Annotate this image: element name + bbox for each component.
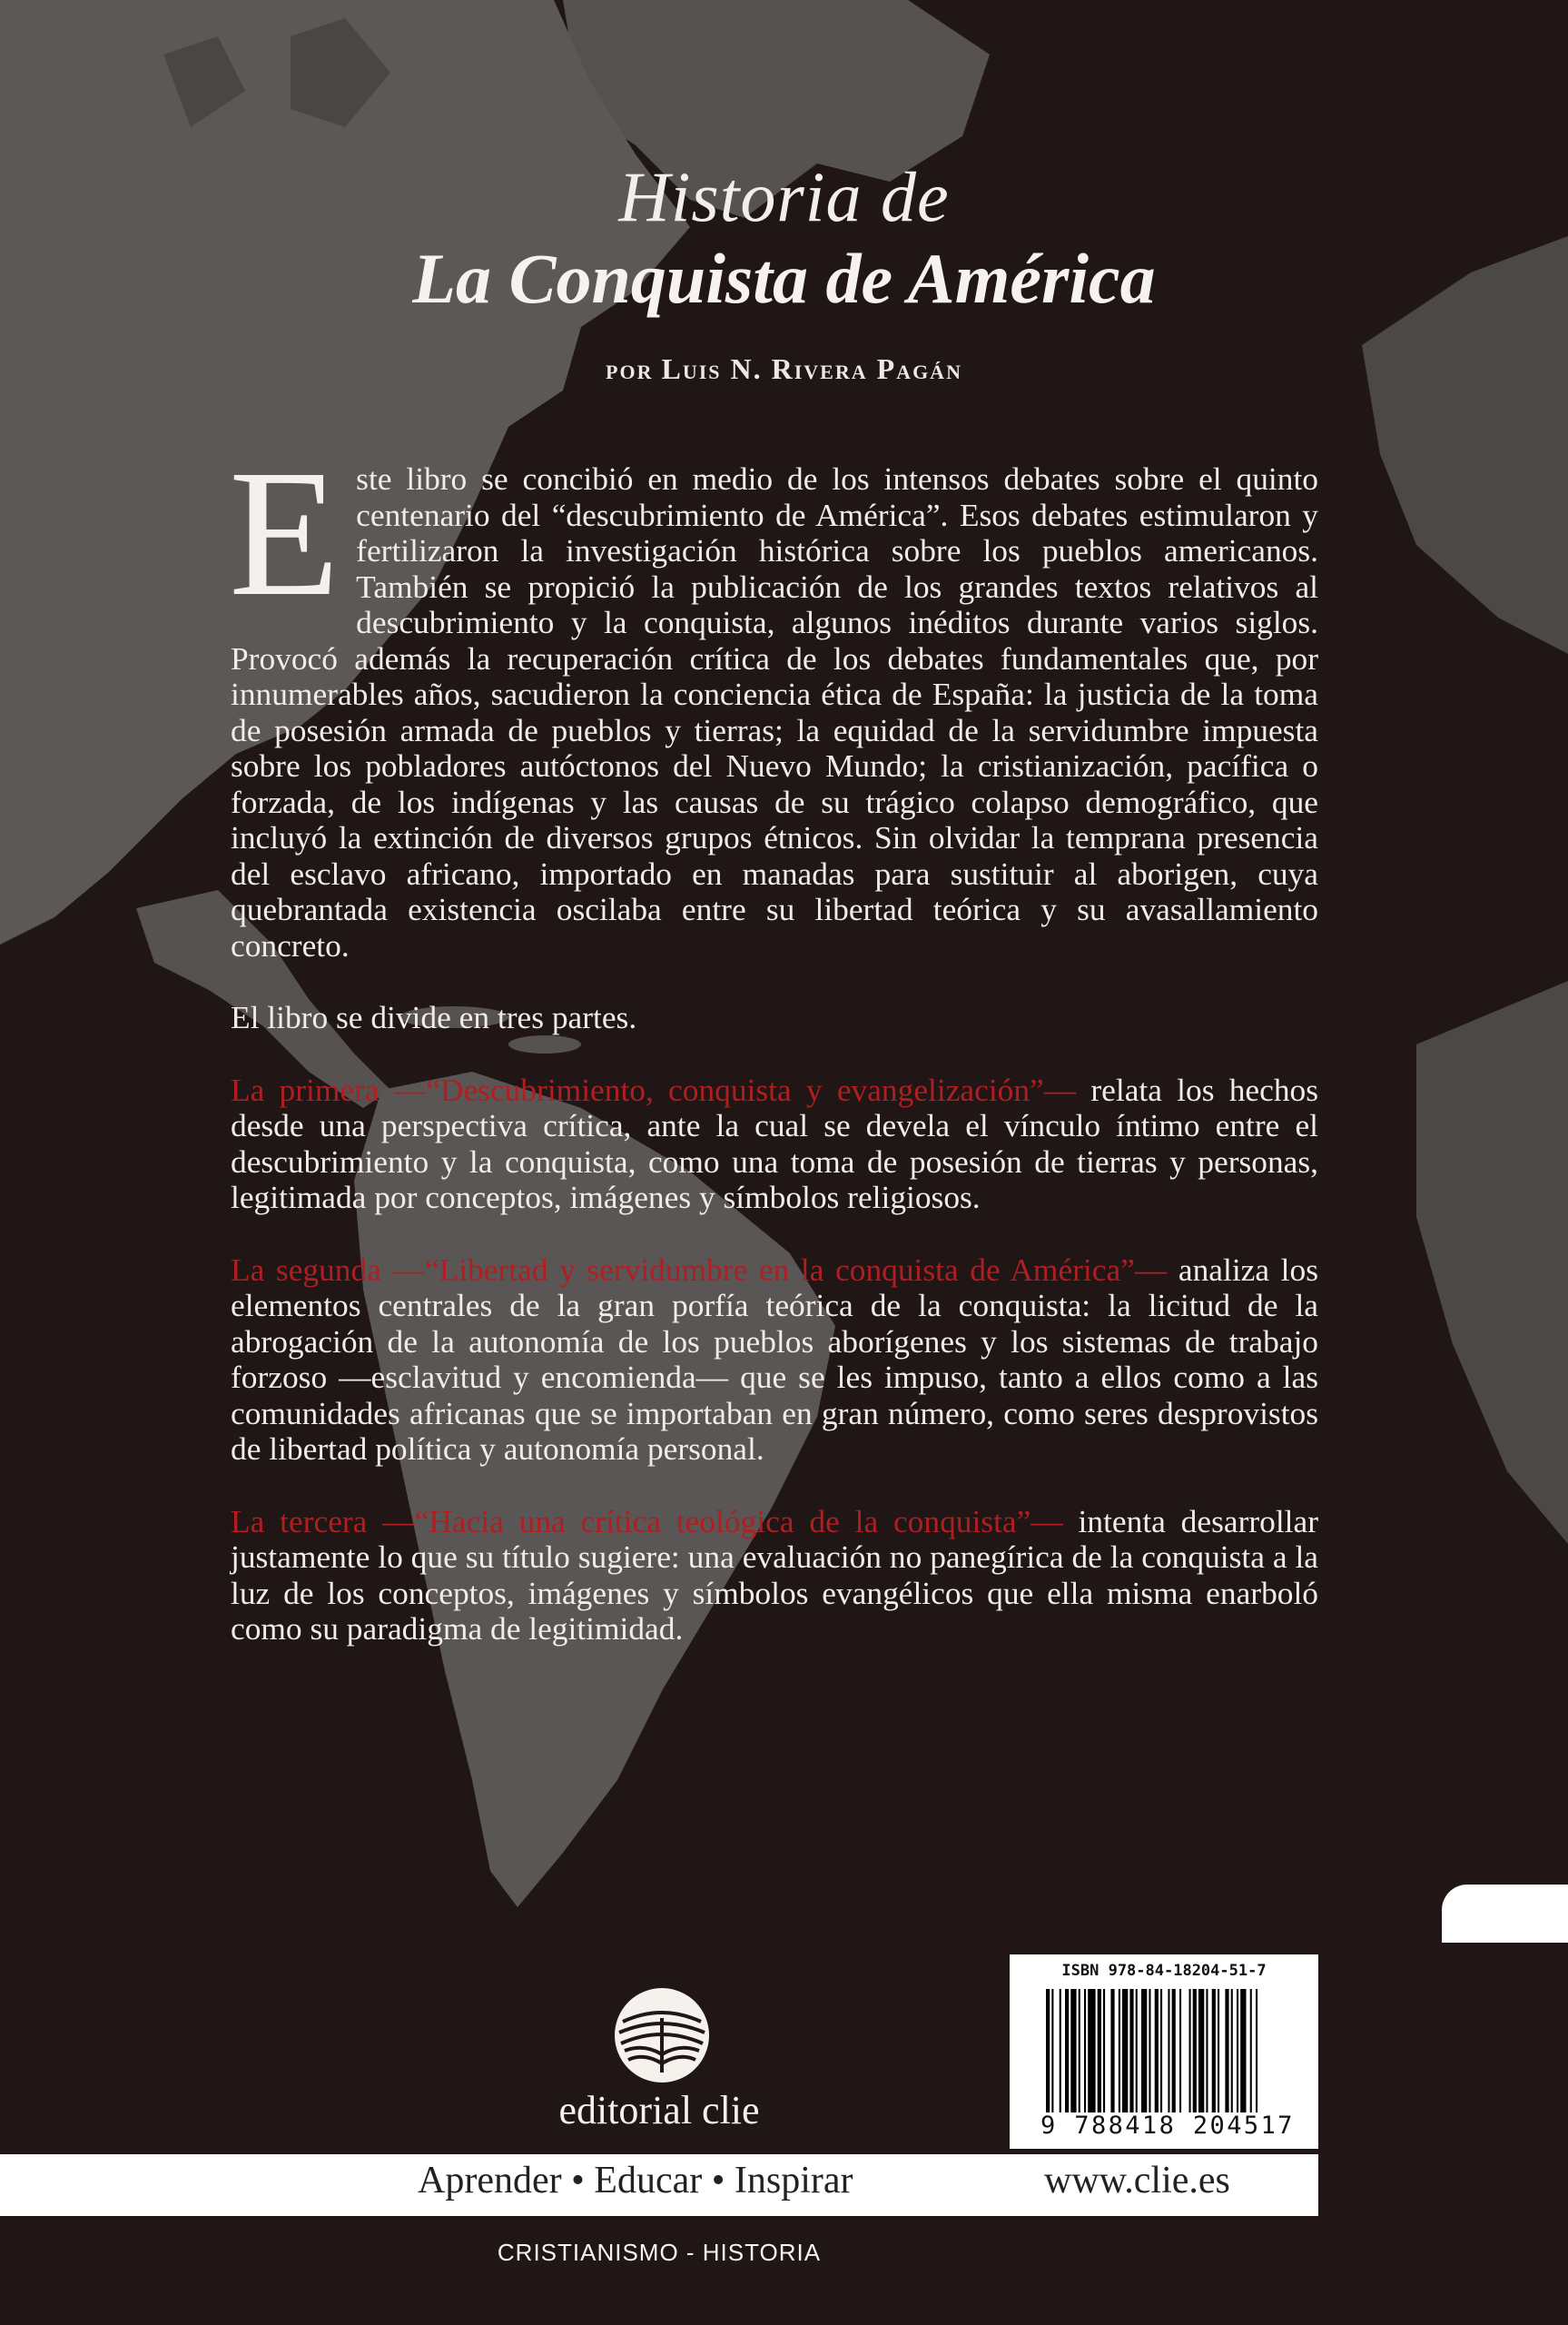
part3-heading: La tercera —“Hacia una crítica teológica de la conquista”—	[231, 1502, 1063, 1539]
part3-text: intenta desarrollar justamente lo que su título sugiere: una evaluación no panegírica de la conquista a la luz de los conceptos, imágenes y símbolos evangélicos que ella misma enarboló como su paradigma de legitimidad.	[231, 1502, 1318, 1647]
book-title-line2: La Conquista de América	[412, 239, 1156, 318]
part2-paragraph	[231, 1252, 1318, 1468]
open-book-globe-icon	[612, 1985, 712, 2085]
publisher-name: editorial clie	[558, 2088, 760, 2132]
part2-heading: La segunda —“Libertad y servidumbre en la conquista de América”—	[231, 1251, 1168, 1288]
part1-text: relata los hechos desde una perspectiva crítica, ante la cual se devela el vínculo íntimo entre el descubrimiento y la conquista, como una toma de posesión de tierras y personas, legitimada por conceptos, imágenes y símbolos religiosos.	[231, 1071, 1318, 1215]
author-name: Luis N. Rivera Pagán	[661, 352, 962, 385]
intro-text: ste libro se concibió en medio de los intensos debates sobre el quinto centenario del “descubrimiento de América”. Esos debates estimularon y fertilizaron la investigación histórica sobre los pueblos americanos. También se propició la publicación de los grandes textos relativos al descubrimiento y la conquista, algunos inéditos durante varios siglos. Provocó además la recuperación crítica de los debates fundamentales que, por innumerables años, sacudieron la conciencia ética de España: la justicia de la toma de posesión armada de pueblos y tierras; la equidad de la servidumbre impuesta sobre los pobladores autóctonos del Nuevo Mundo; la cristianización, pacífica o forzada, de los indígenas y las causas de su trágico colapso demográfico, que incluyó la extinción de diversos grupos étnicos. Sin olvidar la temprana presencia del esclavo africano, importado en manadas para sustituir al aborigen, cuya quebrantada existencia oscilaba entre su libertad teórica y su avasallamiento concreto.	[231, 460, 1318, 964]
book-title-line1: Historia de	[618, 157, 950, 236]
division-paragraph: El libro se divide en tres partes.	[231, 999, 637, 1035]
intro-paragraph	[229, 433, 1318, 964]
part3-paragraph	[231, 1504, 1318, 1647]
category-label: CRISTIANISMO - HISTORIA	[497, 2239, 822, 2266]
publisher-website[interactable]: www.clie.es	[1044, 2160, 1230, 2201]
part1-paragraph	[231, 1073, 1318, 1216]
isbn-label: ISBN 978-84-18204-51-7	[1061, 1962, 1267, 1980]
part1-heading: La primera —“Descubrimiento, conquista y evangelización”—	[231, 1071, 1077, 1108]
author-line	[0, 352, 1568, 386]
author-prefix: por	[606, 352, 654, 385]
back-cover-text	[229, 433, 1318, 1684]
publisher-slogan: Aprender • Educar • Inspirar	[418, 2160, 853, 2201]
barcode-digits: 9 788418 204517	[1040, 2112, 1295, 2140]
part2-text: analiza los elementos centrales de la gran porfía teórica de la conquista: la licitud de la abrogación de la autonomía de los pueblos aborígenes y los sistemas de trabajo forzoso —esclavitud y encomienda— que se les impuso, tanto a ellos como a las comunidades africanas que se importaban en gran número, como seres desprovistos de libertad política y autonomía personal.	[231, 1251, 1318, 1467]
barcode-bars	[1046, 1989, 1309, 2112]
white-tab-marker	[1442, 1885, 1568, 1943]
drop-cap: E	[229, 433, 340, 634]
